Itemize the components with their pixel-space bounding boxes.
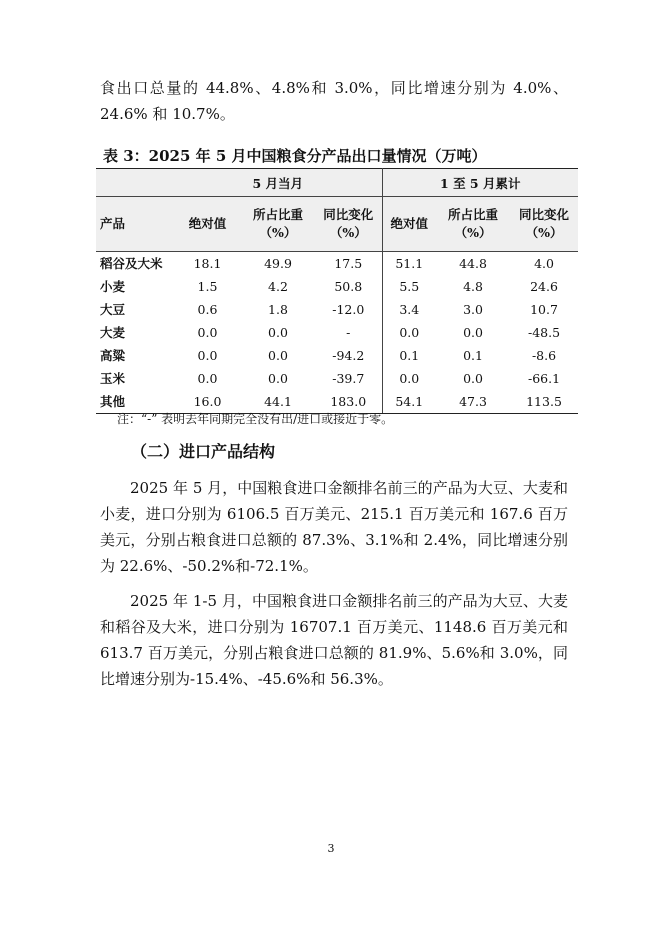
table-row [96,252,578,276]
cell-monthly-change: 183.0 [315,390,382,414]
header-change-label: 同比变化 [323,207,374,222]
table-row [96,275,578,298]
table-row [96,321,578,344]
table-row [96,367,578,390]
cell-cumulative-change: -48.5 [527,325,561,340]
header-cumulative-change [510,197,578,252]
cell-monthly-absolute: 0.0 [197,325,218,340]
table-header-blank [96,169,174,197]
cell-cumulative-share: 4.8 [463,279,483,294]
section-heading: （二）进口产品结构 [131,442,276,461]
cell-cumulative-share: 44.8 [459,256,487,271]
cell-monthly-change: -12.0 [315,298,382,321]
paragraph-export-share: 食出口总量的 44.8%、4.8%和 3.0%，同比增速分别为 4.0%、24.6% 和 10.7%。 [100,79,568,123]
cell-cumulative-share: 3.0 [463,302,483,317]
cell-cumulative-change: -66.1 [527,371,561,386]
cell-cumulative-absolute: 51.1 [395,256,424,271]
table-row [96,344,578,367]
header-change-label: 同比变化 [519,207,570,222]
cell-cumulative-share: 0.1 [463,348,483,363]
header-product: 产品 [96,197,174,252]
cell-product-name: 稻谷及大米 [100,256,163,271]
header-monthly-change [315,197,382,252]
cell-monthly-change: 50.8 [315,275,382,298]
cell-monthly-share: 49.9 [264,256,292,271]
cell-cumulative-absolute: 54.1 [382,390,436,414]
paragraph-import-may: 2025 年 5 月，中国粮食进口金额排名前三的产品为大豆、大麦和小麦，进口分别为 6106.5 百万美元、215.1 百万美元和 167.6 百万美元，分别占粮食进口总额的 87.3%、3.1%和 2.4%，同比增速分别为 22.6%、-50.2%和-72.1%。 [100,479,568,575]
cell-cumulative-absolute: 0.1 [399,348,420,363]
header-cumulative-absolute: 绝对值 [382,197,436,252]
cell-monthly-change: -39.7 [315,367,382,390]
header-change-unit: （%） [329,225,367,240]
cell-cumulative-share: 0.0 [463,371,483,386]
header-change-unit: （%） [525,225,563,240]
table-caption: 表 3：2025 年 5 月中国粮食分产品出口量情况（万吨） [103,147,487,165]
cell-cumulative-change: 24.6 [530,279,558,294]
cell-cumulative-change: 113.5 [510,390,578,414]
cell-monthly-absolute: 16.0 [174,390,241,414]
header-share-label: 所占比重 [448,207,499,222]
table-row [96,390,578,414]
cell-product-name: 大麦 [100,325,126,340]
header-cumulative-share [436,197,510,252]
header-share-unit: （%） [454,225,492,240]
header-monthly-absolute: 绝对值 [174,197,241,252]
header-share-unit: （%） [259,225,297,240]
cell-product-name: 大豆 [100,302,126,317]
cell-monthly-share: 0.0 [268,371,288,386]
header-group-cumulative: 1 至 5 月累计 [382,169,578,197]
table-row [96,298,578,321]
page-number: 3 [327,842,335,855]
cell-monthly-absolute: 0.0 [197,371,218,386]
table-group-header-row [96,169,578,197]
cell-monthly-absolute: 0.0 [197,348,218,363]
cell-product-name: 高粱 [100,348,126,363]
cell-product-name: 小麦 [100,279,126,294]
cell-cumulative-absolute: 0.0 [399,371,420,386]
cell-product-name: 其他 [96,390,174,414]
cell-monthly-absolute: 18.1 [193,256,222,271]
header-group-monthly: 5 月当月 [174,169,382,197]
cell-product-name: 玉米 [100,371,126,386]
cell-monthly-share: 44.1 [241,390,315,414]
cell-cumulative-change: 10.7 [530,302,558,317]
cell-cumulative-absolute: 0.0 [399,325,420,340]
cell-monthly-share: 0.0 [268,325,288,340]
paragraph-import-jan-may: 2025 年 1-5 月，中国粮食进口金额排名前三的产品为大豆、大麦和稻谷及大米，进口分别为 16707.1 百万美元、1148.6 百万美元和 613.7 百万美元，分别占粮食进口总额的 81.9%、5.6%和 3.0%，同比增速分别为-15.4%、-45.6%和 56.3%。 [100,592,568,688]
cell-monthly-change: - [315,321,382,344]
cell-cumulative-share: 0.0 [463,325,483,340]
cell-monthly-share: 1.8 [268,302,288,317]
table-note: 注：“-” 表明去年同期完全没有出/进口或接近于零。 [117,412,394,426]
cell-monthly-absolute: 0.6 [197,302,218,317]
cell-cumulative-change: -8.6 [531,348,557,363]
cell-monthly-change: 17.5 [315,252,382,276]
cell-monthly-share: 4.2 [268,279,288,294]
cell-monthly-change: -94.2 [315,344,382,367]
table-column-header-row [96,197,578,252]
header-share-label: 所占比重 [252,207,303,222]
cell-cumulative-absolute: 3.4 [399,302,420,317]
cell-cumulative-change: 4.0 [534,256,554,271]
cell-cumulative-absolute: 5.5 [399,279,420,294]
cell-monthly-absolute: 1.5 [197,279,218,294]
export-volume-table [96,168,578,414]
header-monthly-share [241,197,315,252]
cell-monthly-share: 0.0 [268,348,288,363]
cell-cumulative-share: 47.3 [436,390,510,414]
